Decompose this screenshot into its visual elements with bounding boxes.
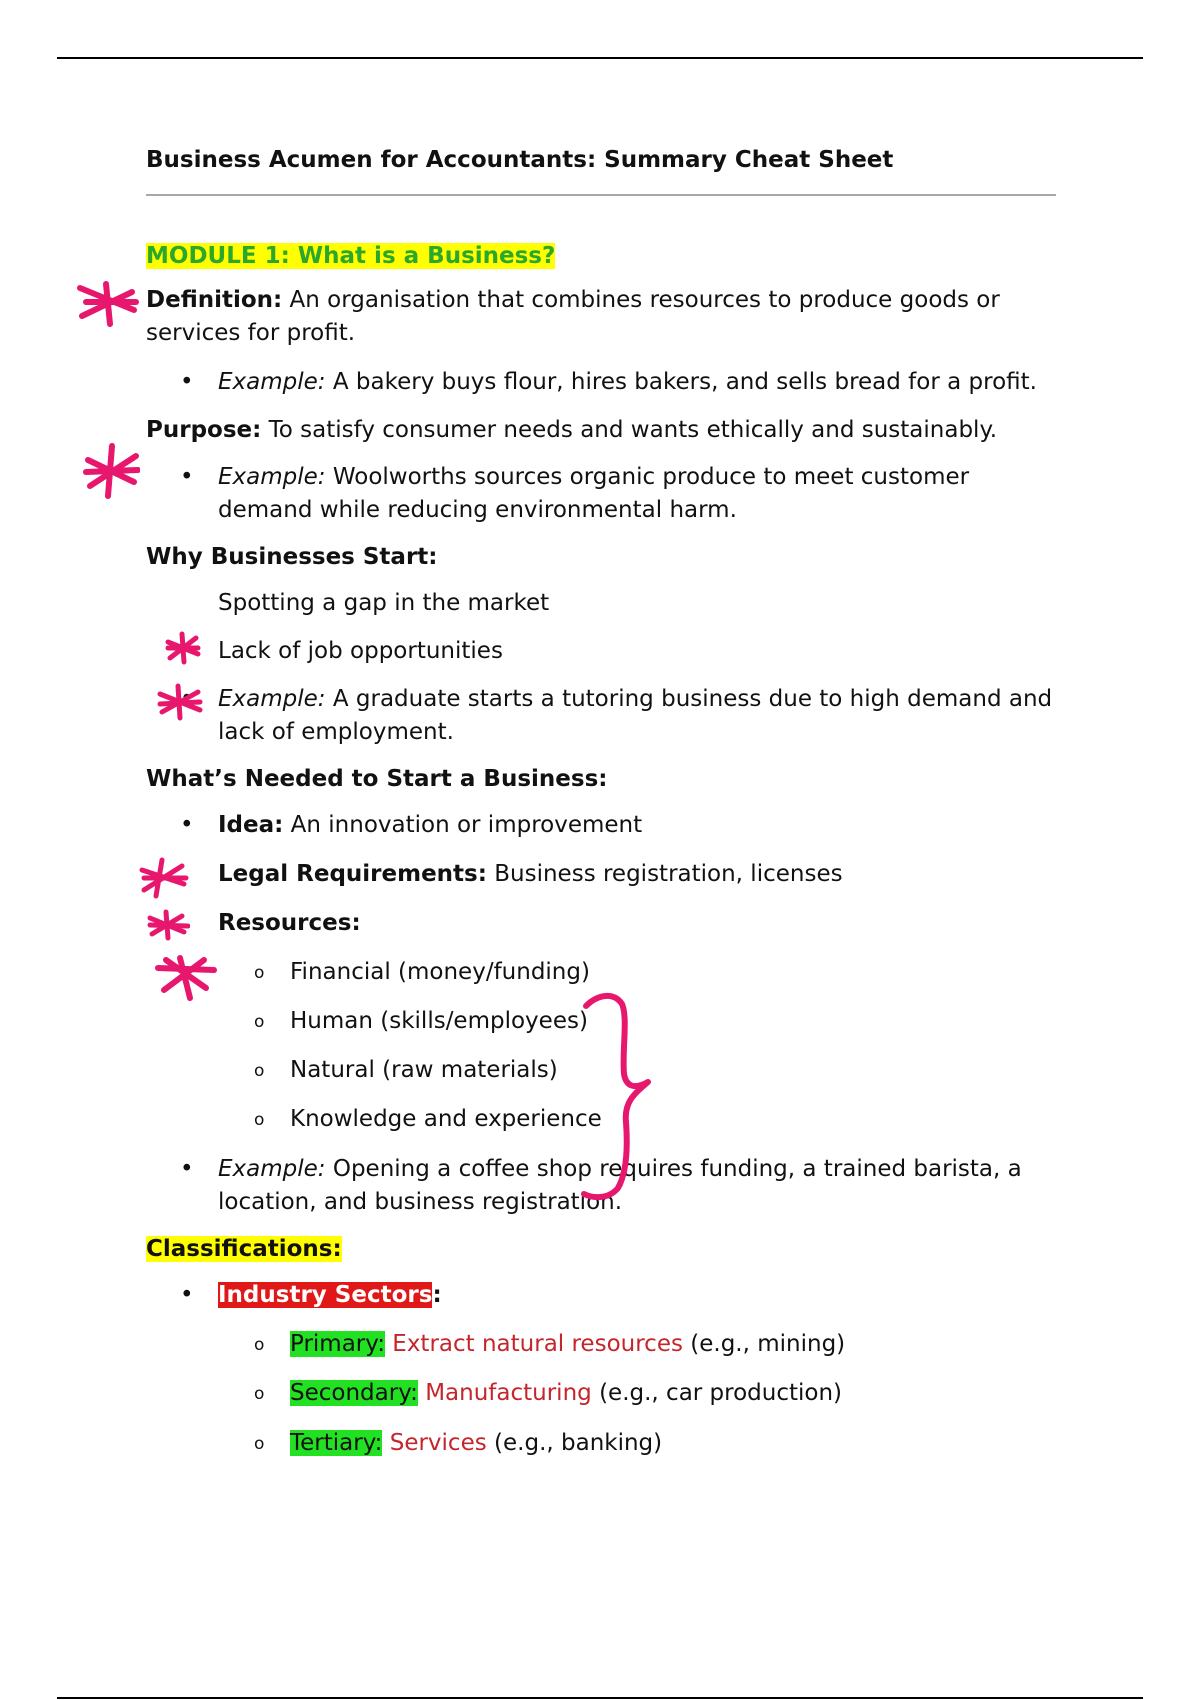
annotation-star-icon [76,280,140,328]
list-item [146,366,1056,399]
list-item [146,956,1056,989]
list-item [146,1377,1056,1410]
resources-label: Resources: [218,910,361,936]
page-top-rule [57,57,1143,59]
list-item [146,858,1056,891]
idea-text: An innovation or improvement [283,812,643,838]
sector-example: (e.g., mining) [682,1331,846,1357]
sub-bullet: o [254,1110,265,1130]
list-item [146,1103,1056,1136]
needed-heading: What’s Needed to Start a Business: [146,766,608,792]
bullet: • [180,1156,194,1182]
needed-list [146,809,1056,940]
purpose-example-list [146,461,1056,527]
title-divider [146,194,1056,196]
why-start-item-2: Lack of job opportunities [218,638,503,664]
example-text: Opening a coffee shop requires funding, a trained barista, a location, and business registration. [218,1156,1022,1215]
definition-paragraph [146,284,1056,350]
list-item [146,1279,1056,1312]
list-item [146,1005,1056,1038]
needed-example-list [146,1153,1056,1219]
annotation-star-icon [82,442,140,500]
example-text: A graduate starts a tutoring business due to high demand and lack of employment. [218,686,1053,745]
sector-description: Services [389,1430,487,1456]
why-start-item-1: Spotting a gap in the market [218,590,550,616]
list-item [146,635,1056,668]
sub-bullet: o [254,963,265,983]
document-title: Business Acumen for Accountants: Summary Cheat Sheet [146,147,894,173]
idea-label: Idea: [218,812,284,838]
list-item [146,1427,1056,1460]
page-bottom-rule [57,1697,1143,1699]
bullet: • [180,1282,194,1308]
definition-label: Definition: [146,287,283,313]
bullet: • [180,812,194,838]
legal-text: Business registration, licenses [486,861,843,887]
sub-bullet: o [254,1012,265,1032]
why-start-list [146,587,1056,749]
example-label: Example: [218,1156,326,1182]
sector-name: Tertiary: [290,1430,383,1456]
industry-sectors-colon: : [432,1282,442,1308]
module-1-heading [146,240,1056,272]
purpose-text: To satisfy consumer needs and wants ethically and sustainably. [261,417,998,443]
classifications-heading [146,1233,1056,1265]
sub-bullet: o [254,1434,265,1454]
list-item [146,907,1056,940]
classifications-heading-text: Classifications: [146,1236,342,1262]
sector-example: (e.g., banking) [486,1430,663,1456]
list-item [146,809,1056,842]
bullet: • [180,369,194,395]
resource-knowledge: Knowledge and experience [290,1106,602,1132]
sector-example: (e.g., car production) [591,1380,843,1406]
list-item [146,587,1056,620]
sector-name: Primary: [290,1331,385,1357]
bullet: • [180,686,194,712]
purpose-paragraph [146,414,1056,447]
why-start-heading: Why Businesses Start: [146,544,438,570]
list-item [146,1153,1056,1219]
example-label: Example: [218,464,326,490]
example-text: A bakery buys flour, hires bakers, and sells bread for a profit. [325,369,1037,395]
resource-financial: Financial (money/funding) [290,959,590,985]
document-body [146,144,1056,1460]
resource-natural: Natural (raw materials) [290,1057,558,1083]
purpose-label: Purpose: [146,417,262,443]
sub-bullet: o [254,1061,265,1081]
definition-text: An organisation that combines resources to produce goods or services for profit. [146,287,1000,346]
list-item [146,683,1056,749]
bullet: • [180,464,194,490]
list-item [146,1328,1056,1361]
sub-bullet: o [254,1384,265,1404]
industry-sectors-label: Industry Sectors [218,1282,433,1308]
list-item [146,1054,1056,1087]
sector-name: Secondary: [290,1380,418,1406]
definition-example-list [146,366,1056,399]
example-label: Example: [218,369,326,395]
example-text: Woolworths sources organic produce to meet customer demand while reducing environmental harm. [218,464,970,523]
classifications-list [146,1279,1056,1312]
sector-description: Extract natural resources [392,1331,683,1357]
sectors-list [146,1328,1056,1460]
list-item [146,461,1056,527]
resource-human: Human (skills/employees) [290,1008,588,1034]
module-1-heading-text: MODULE 1: What is a Business? [146,243,556,269]
sector-description: Manufacturing [425,1380,592,1406]
example-label: Example: [218,686,326,712]
sub-bullet: o [254,1335,265,1355]
legal-label: Legal Requirements: [218,861,487,887]
resources-list [146,956,1056,1136]
